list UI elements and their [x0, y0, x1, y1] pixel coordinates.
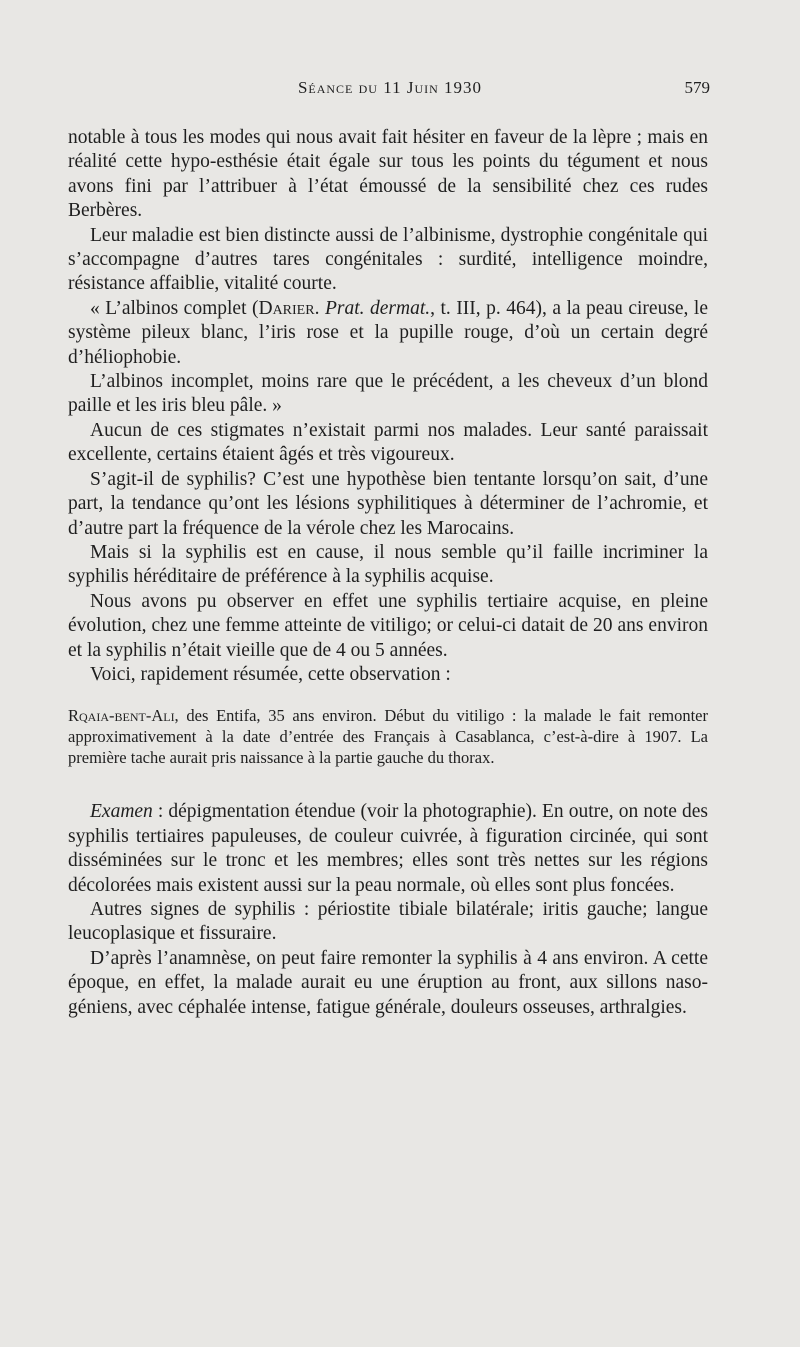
citation-title: Prat. dermat. [324, 297, 431, 319]
paragraph-7: Mais si la syphilis est en cause, il nous semble qu’il faille incriminer la syphilis héréditaire de préférence à la syphilis acquise. [68, 541, 708, 588]
quote-rest: , t. III, p. 464), a la peau cireuse, le système pileux blanc, l’iris rose et la pupille rouge, d’où un certain degré d’héliophobie. [68, 297, 708, 368]
paragraph-2: Leur maladie est bien distincte aussi de l’albinisme, dystrophie congénitale qui s’accompagne d’autres tares congénitales : surdité, intelligence moindre, résistance affaiblie, vitalité courte. [68, 224, 708, 295]
running-head: Séance du 11 Juin 1930 [297, 78, 483, 97]
patient-name: Rqaia-bent-Ali, [68, 706, 179, 726]
observation-block [68, 705, 708, 768]
paragraph-10 [68, 800, 708, 898]
paragraph-1: notable à tous les modes qui nous avait fait hésiter en faveur de la lèpre ; mais en réalité cette hypo-esthésie était égale sur tous les points du tégument et nous avons fini par l’attribuer à l’état émoussé de la sensibilité chez ces rudes Berbères. [68, 127, 708, 222]
quote-open: « L’albinos complet ( [90, 297, 259, 319]
paragraph-5: Aucun de ces stigmates n’existait parmi nos malades. Leur santé paraissait excellente, certains étaient âgés et très vigoureux. [68, 419, 708, 466]
observation-text: des Entifa, 35 ans environ. Début du vitiligo : la malade le fait remonter approximativement à la date d’entrée des Français à Casablanca, c’est-à-dire à 1907. La première tache aurait pris naissance à la partie gauche du thorax. [68, 706, 708, 768]
page-header [70, 78, 710, 104]
exam-text: : dépigmentation étendue (voir la photographie). En outre, on note des syphilis tertiaires papuleuses, de couleur cuivrée, à figuration circinée, qui sont disséminées sur le tronc et les membres; elles sont très nettes sur les régions décolorées mais existent aussi sur la peau normale, où elles sont plus foncées. [68, 801, 708, 896]
paragraph-6: S’agit-il de syphilis? C’est une hypothèse bien tentante lorsqu’on sait, d’une part, la tendance qu’ont les lésions syphilitiques à déterminer de l’achromie, et d’autre part la fréquence de la vérole chez les Marocains. [68, 468, 708, 539]
citation-author: Darier. [258, 297, 320, 319]
paragraph-12: D’après l’anamnèse, on peut faire remonter la syphilis à 4 ans environ. A cette époque, en effet, la malade aurait eu une éruption au front, aux sillons naso-géniens, avec céphalée intense, fatigue générale, douleurs osseuses, arthralgies. [68, 947, 708, 1018]
page-number: 579 [684, 78, 710, 97]
paragraph-11: Autres signes de syphilis : périostite tibiale bilatérale; iritis gauche; langue leucoplasique et fissuraire. [68, 898, 708, 945]
paragraph-4: L’albinos incomplet, moins rare que le précédent, a les cheveux d’un blond paille et les iris bleu pâle. » [68, 371, 708, 417]
exam-label: Examen [90, 801, 153, 823]
paragraph-3 [68, 297, 708, 370]
paragraph-9: Voici, rapidement résumée, cette observation : [90, 663, 451, 685]
page-body [68, 126, 708, 1020]
paragraph-8: Nous avons pu observer en effet une syphilis tertiaire acquise, en pleine évolution, chez une femme atteinte de vitiligo; or celui-ci datait de 20 ans environ et la syphilis n’était vieille que de 4 ou 5 années. [68, 590, 708, 661]
